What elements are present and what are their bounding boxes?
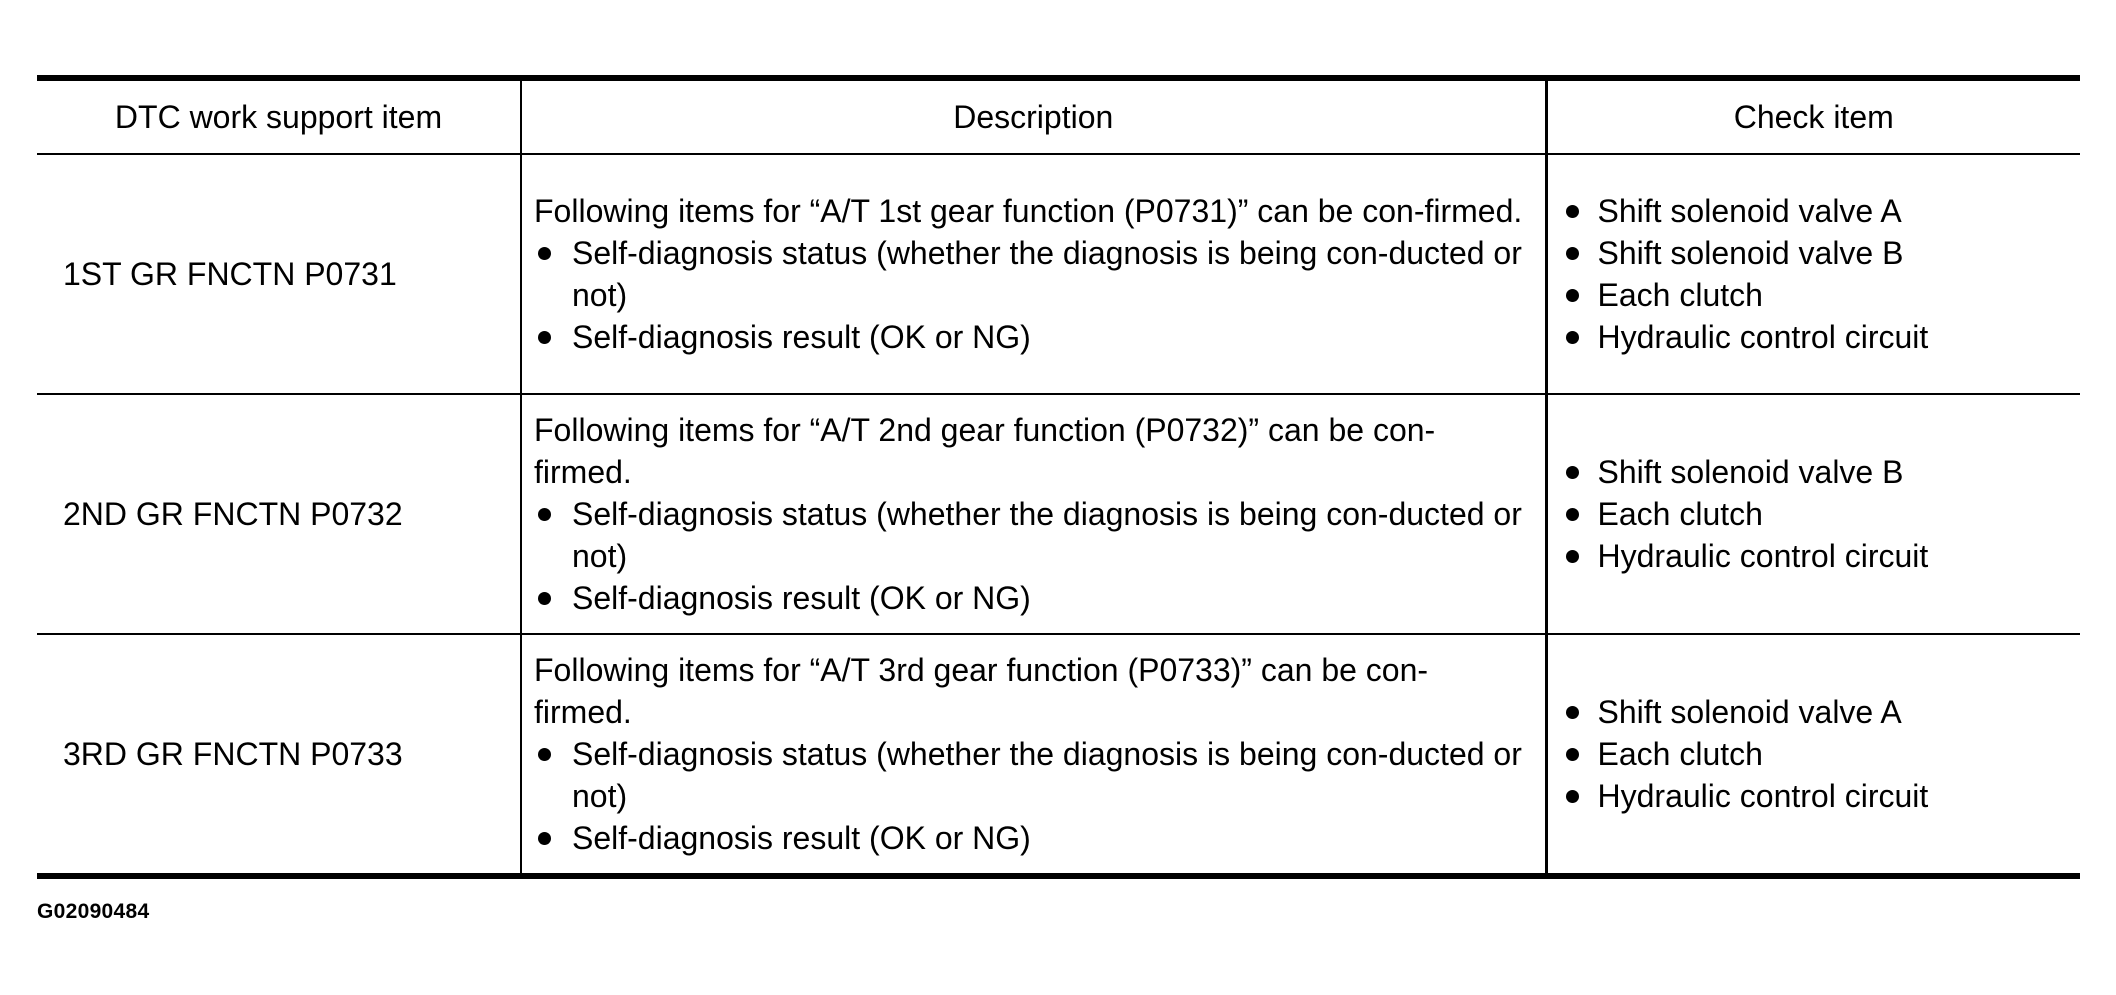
list-item-text: Self-diagnosis status (whether the diagnosis is being con-ducted or not) (572, 736, 1522, 814)
list-item-text: Hydraulic control circuit (1597, 319, 1929, 355)
header-description: Description (521, 78, 1546, 154)
description-intro: Following items for “A/T 3rd gear function (P0733)” can be con-firmed. (534, 652, 1429, 730)
bullet-icon (1566, 706, 1579, 719)
dtc-item-cell: 1ST GR FNCTN P0731 (63, 256, 397, 292)
check-item-list (1562, 691, 2081, 817)
list-item-text: Self-diagnosis status (whether the diagnosis is being con-ducted or not) (572, 496, 1522, 574)
table-row (37, 154, 2080, 394)
check-item-cell (1546, 154, 2080, 394)
bullet-icon (1566, 331, 1579, 344)
list-item-text: Shift solenoid valve B (1597, 235, 1904, 271)
list-item-text: Self-diagnosis result (OK or NG) (572, 820, 1031, 856)
list-item (534, 817, 1525, 859)
description-intro: Following items for “A/T 1st gear function (P0731)” can be con-firmed. (534, 193, 1523, 229)
table-row (37, 394, 2080, 634)
dtc-item-cell: 3RD GR FNCTN P0733 (37, 634, 521, 876)
list-item-text: Self-diagnosis status (whether the diagnosis is being con-ducted or not) (572, 235, 1522, 313)
table-row (37, 634, 2080, 876)
check-item-cell (1546, 394, 2080, 634)
list-item (1562, 775, 2081, 817)
list-item-text: Each clutch (1597, 736, 1763, 772)
bullet-icon (1566, 247, 1579, 260)
list-item (1562, 232, 2081, 274)
description-bullet-list (534, 733, 1525, 859)
description-intro: Following items for “A/T 2nd gear function (P0732)” can be con-firmed. (534, 412, 1436, 490)
list-item (1562, 535, 2081, 577)
list-item-text: Each clutch (1597, 277, 1763, 313)
bullet-icon (1566, 790, 1579, 803)
figure-id-label: G02090484 (37, 900, 150, 923)
dtc-item-cell: 2ND GR FNCTN P0732 (37, 394, 521, 634)
list-item (534, 316, 1525, 358)
bullet-icon (538, 247, 551, 260)
list-item (1562, 691, 2081, 733)
description-bullet-list (534, 493, 1525, 619)
bullet-icon (538, 331, 551, 344)
list-item-text: Self-diagnosis result (OK or NG) (572, 580, 1031, 616)
header-check-item: Check item (1546, 78, 2080, 154)
list-item (1562, 190, 2081, 232)
bullet-icon (538, 508, 551, 521)
check-item-cell (1546, 634, 2080, 876)
bullet-icon (1566, 205, 1579, 218)
bullet-icon (538, 592, 551, 605)
bullet-icon (538, 748, 551, 761)
header-dtc-work-support-item: DTC work support item (37, 78, 521, 154)
dtc-work-support-table (37, 75, 2080, 879)
list-item-text: Hydraulic control circuit (1597, 538, 1929, 574)
list-item-text: Hydraulic control circuit (1597, 778, 1929, 814)
description-cell (521, 154, 1546, 394)
bullet-icon (1566, 748, 1579, 761)
description-cell (521, 394, 1546, 634)
list-item (534, 577, 1525, 619)
bullet-icon (1566, 289, 1579, 302)
list-item (1562, 316, 2081, 358)
bullet-icon (1566, 508, 1579, 521)
list-item-text: Each clutch (1597, 496, 1763, 532)
list-item-text: Shift solenoid valve A (1597, 193, 1902, 229)
description-bullet-list (534, 232, 1525, 358)
list-item (534, 232, 1525, 316)
list-item (1562, 493, 2081, 535)
bullet-icon (1566, 466, 1579, 479)
description-cell (521, 634, 1546, 876)
bullet-icon (1566, 550, 1579, 563)
list-item (534, 733, 1525, 817)
check-item-list (1562, 190, 2081, 358)
check-item-list (1562, 451, 2081, 577)
list-item-text: Self-diagnosis result (OK or NG) (572, 319, 1031, 355)
list-item (1562, 733, 2081, 775)
table-header-row (37, 78, 2080, 154)
bullet-icon (538, 832, 551, 845)
list-item (534, 493, 1525, 577)
list-item (1562, 274, 2081, 316)
list-item-text: Shift solenoid valve B (1597, 454, 1904, 490)
list-item-text: Shift solenoid valve A (1597, 694, 1902, 730)
list-item (1562, 451, 2081, 493)
